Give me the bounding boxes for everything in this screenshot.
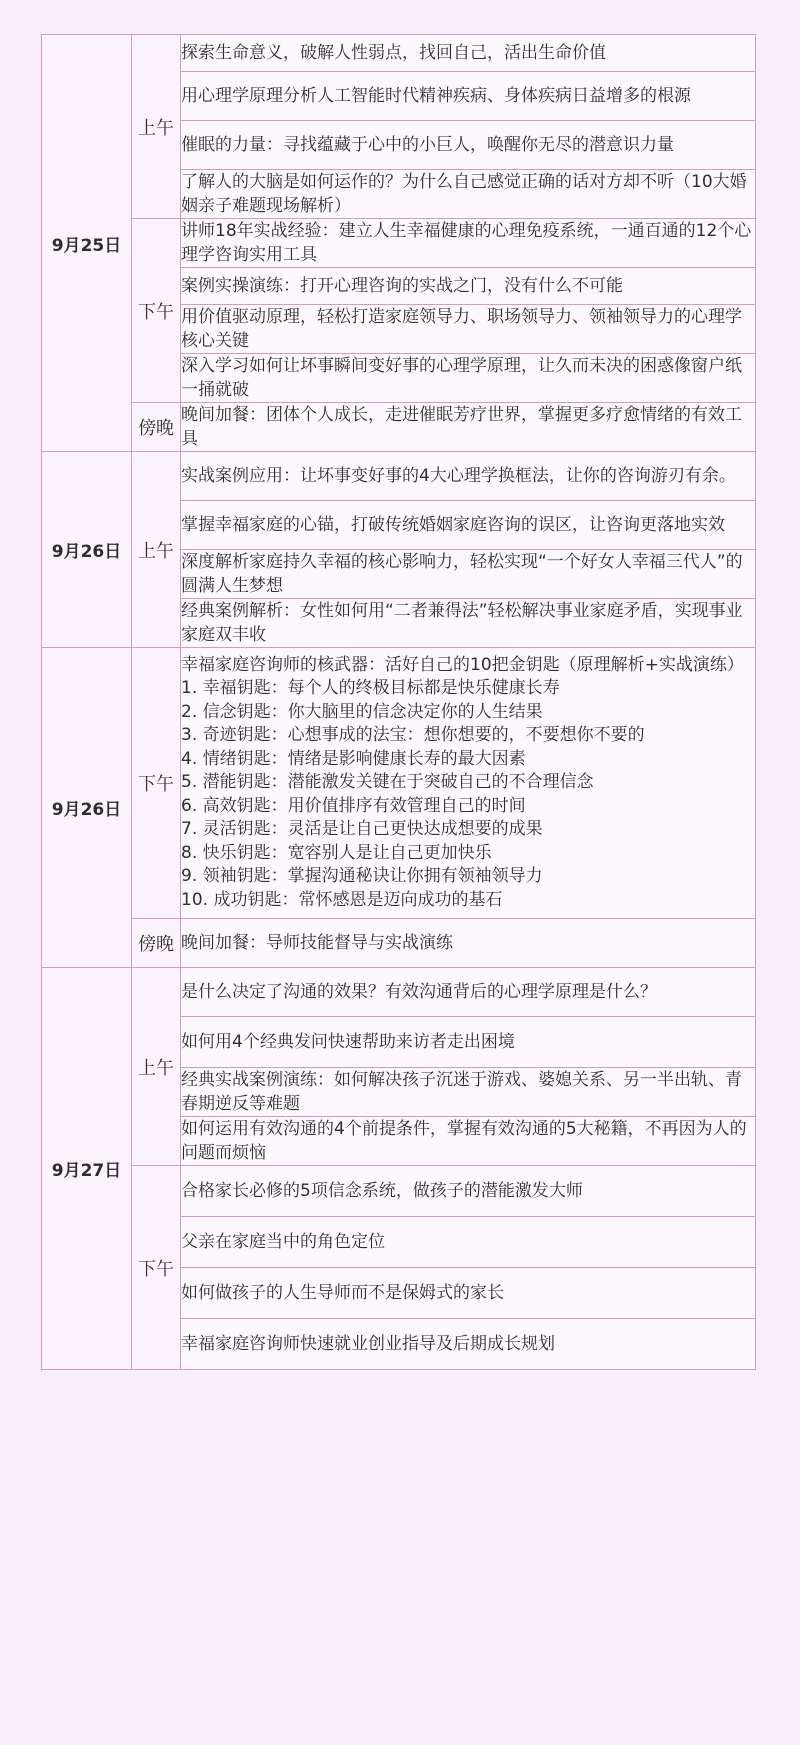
table-row <box>42 968 756 1017</box>
list-item: 7. 灵活钥匙：灵活是让自己更快达成想要的成果 <box>181 819 543 840</box>
agenda-item: 如何用4个经典发问快速帮助来访者走出困境 <box>181 1017 756 1068</box>
agenda-item: 晚间加餐：团体个人成长，走进催眠芳疗世界，掌握更多疗愈情绪的有效工具 <box>181 403 756 452</box>
list-item: 8. 快乐钥匙：宽容别人是让自己更加快乐 <box>181 842 492 863</box>
agenda-item: 幸福家庭咨询师快速就业创业指导及后期成长规划 <box>181 1319 756 1370</box>
agenda-item: 掌握幸福家庭的心锚，打破传统婚姻家庭咨询的误区，让咨询更落地实效 <box>181 501 756 550</box>
table-row <box>42 1166 756 1217</box>
agenda-item: 深入学习如何让坏事瞬间变好事的心理学原理，让久而未决的困惑像窗户纸一捅就破 <box>181 354 756 403</box>
course-schedule-table <box>41 34 756 1370</box>
golden-keys-block <box>181 648 756 919</box>
period-cell: 上午 <box>132 968 181 1166</box>
agenda-item: 实战案例应用：让坏事变好事的4大心理学换框法，让你的咨询游刃有余。 <box>181 452 756 501</box>
table-row <box>42 35 756 72</box>
agenda-item: 经典案例解析：女性如何用“二者兼得法”轻松解决事业家庭矛盾，实现事业家庭双丰收 <box>181 599 756 648</box>
agenda-item: 催眠的力量：寻找蕴藏于心中的小巨人，唤醒你无尽的潜意识力量 <box>181 121 756 170</box>
agenda-item: 经典实战案例演练：如何解决孩子沉迷于游戏、婆媳关系、另一半出轨、青春期逆反等难题 <box>181 1068 756 1117</box>
list-item: 1. 幸福钥匙：每个人的终极目标都是快乐健康长寿 <box>181 678 560 699</box>
date-cell: 9月26日 <box>42 648 132 968</box>
list-item: 10. 成功钥匙：常怀感恩是迈向成功的基石 <box>181 889 503 910</box>
agenda-item: 用价值驱动原理，轻松打造家庭领导力、职场领导力、领袖领导力的心理学核心关键 <box>181 305 756 354</box>
golden-keys-intro: 幸福家庭咨询师的核武器：活好自己的10把金钥匙（原理解析+实战演练） <box>181 654 744 675</box>
period-cell: 傍晚 <box>132 919 181 968</box>
agenda-item: 晚间加餐：导师技能督导与实战演练 <box>181 919 756 968</box>
agenda-item: 案例实操演练：打开心理咨询的实战之门，没有什么不可能 <box>181 268 756 305</box>
date-cell: 9月25日 <box>42 35 132 452</box>
table-row <box>42 919 756 968</box>
period-cell: 傍晚 <box>132 403 181 452</box>
table-row <box>42 648 756 919</box>
list-item: 3. 奇迹钥匙：心想事成的法宝：想你想要的，不要想你不要的 <box>181 725 645 746</box>
table-row <box>42 403 756 452</box>
list-item: 6. 高效钥匙：用价值排序有效管理自己的时间 <box>181 795 526 816</box>
table-row <box>42 452 756 501</box>
period-cell: 下午 <box>132 1166 181 1370</box>
date-cell: 9月27日 <box>42 968 132 1370</box>
agenda-item: 讲师18年实战经验：建立人生幸福健康的心理免疫系统，一通百通的12个心理学咨询实用工具 <box>181 219 756 268</box>
agenda-item: 深度解析家庭持久幸福的核心影响力，轻松实现“一个好女人幸福三代人”的圆满人生梦想 <box>181 550 756 599</box>
table-row <box>42 219 756 268</box>
agenda-item: 合格家长必修的5项信念系统，做孩子的潜能激发大师 <box>181 1166 756 1217</box>
agenda-item: 是什么决定了沟通的效果？有效沟通背后的心理学原理是什么？ <box>181 968 756 1017</box>
agenda-item: 如何做孩子的人生导师而不是保姆式的家长 <box>181 1268 756 1319</box>
list-item: 9. 领袖钥匙：掌握沟通秘诀让你拥有领袖领导力 <box>181 866 543 887</box>
period-cell: 下午 <box>132 648 181 919</box>
agenda-item: 如何运用有效沟通的4个前提条件，掌握有效沟通的5大秘籍，不再因为人的问题而烦恼 <box>181 1117 756 1166</box>
agenda-item: 父亲在家庭当中的角色定位 <box>181 1217 756 1268</box>
agenda-item: 探索生命意义，破解人性弱点，找回自己，活出生命价值 <box>181 35 756 72</box>
date-cell: 9月26日 <box>42 452 132 648</box>
list-item: 4. 情绪钥匙：情绪是影响健康长寿的最大因素 <box>181 748 526 769</box>
list-item: 5. 潜能钥匙：潜能激发关键在于突破自己的不合理信念 <box>181 772 594 793</box>
period-cell: 上午 <box>132 35 181 219</box>
period-cell: 上午 <box>132 452 181 648</box>
agenda-item: 了解人的大脑是如何运作的？为什么自己感觉正确的话对方却不听（10大婚姻亲子难题现场解析） <box>181 170 756 219</box>
list-item: 2. 信念钥匙：你大脑里的信念决定你的人生结果 <box>181 701 543 722</box>
agenda-item: 用心理学原理分析人工智能时代精神疾病、身体疾病日益增多的根源 <box>181 72 756 121</box>
period-cell: 下午 <box>132 219 181 403</box>
